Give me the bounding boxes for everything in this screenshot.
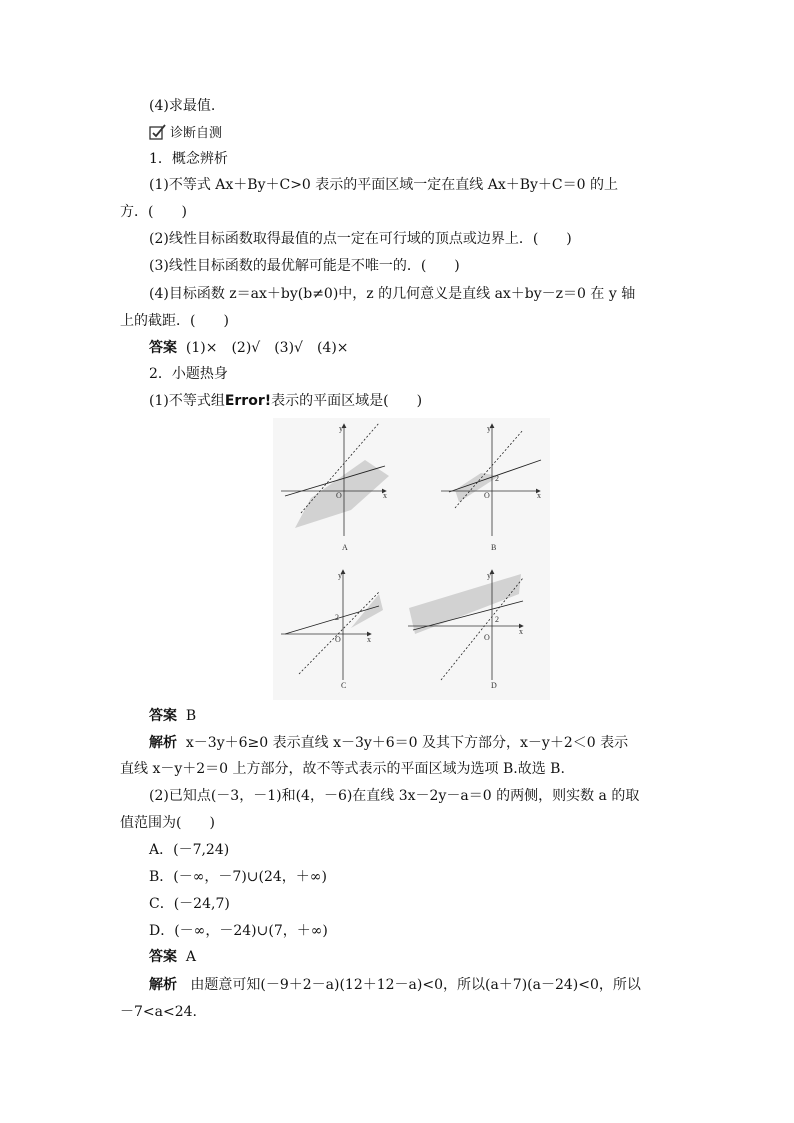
heading-concept: 1．概念辨析 <box>149 151 228 167</box>
question-2-cont: 值范围为( ) <box>120 815 215 831</box>
section-title: 诊断自测 <box>170 126 223 141</box>
statement-4: (4)目标函数 z＝ax＋by(b≠0)中，z 的几何意义是直线 ax＋by－z＝0 在 y 轴 <box>149 286 636 302</box>
panel-d <box>408 570 523 690</box>
answer-3 <box>149 947 196 967</box>
panel-d-y-label: y <box>487 571 491 580</box>
heading-warmup: 2．小题热身 <box>149 366 228 382</box>
answer-label: 答案 <box>149 340 177 356</box>
checkbox-check-icon <box>149 124 167 146</box>
panel-d-origin: O <box>484 633 490 642</box>
panel-b-x-label: x <box>537 491 541 500</box>
question-1-pre: (1)不等式组 <box>149 393 225 409</box>
panel-c <box>281 570 383 690</box>
panel-c-caption: C <box>341 681 347 690</box>
question-1-post: 表示的平面区域是( ) <box>271 393 423 409</box>
explanation-1-cont: 直线 x－y＋2＝0 上方部分，故不等式表示的平面区域为选项 B.故选 B. <box>120 761 565 777</box>
error-field: Error! <box>224 393 272 409</box>
statement-4-cont: 上的截距．( ) <box>120 313 229 329</box>
panel-d-x-label: x <box>519 627 523 636</box>
option-c: C．(－24,7) <box>149 896 230 912</box>
answer-2 <box>149 706 196 726</box>
explanation-label: 解析 <box>149 977 177 993</box>
answer-text: (1)× (2)√ (3)√ (4)× <box>185 340 349 356</box>
answer-text: B <box>185 708 197 724</box>
panel-d-intercept: 2 <box>495 615 499 624</box>
explanation-2 <box>149 975 641 995</box>
answer-1 <box>149 338 349 358</box>
panel-a-caption: A <box>342 543 348 552</box>
statement-3: (3)线性目标函数的最优解可能是不唯一的．( ) <box>149 258 460 274</box>
statement-1-cont: 方．( ) <box>120 204 187 220</box>
explanation-text: x－3y＋6≥0 表示直线 x－3y＋6＝0 及其下方部分，x－y＋2＜0 表示 <box>185 735 629 751</box>
panel-c-origin: O <box>335 635 341 644</box>
option-b: B．(－∞，－7)∪(24，＋∞) <box>149 869 327 885</box>
explanation-label: 解析 <box>149 735 177 751</box>
panel-b-caption: B <box>491 543 497 552</box>
panel-c-x-label: x <box>367 635 371 644</box>
panel-a-x-label: x <box>383 491 387 500</box>
answer-label: 答案 <box>149 708 177 724</box>
panel-b-y-label: y <box>487 424 491 433</box>
answer-text: A <box>185 949 197 965</box>
question-2: (2)已知点(－3，－1)和(4，－6)在直线 3x－2y－a＝0 的两侧，则实数 a 的取 <box>149 788 640 804</box>
answer-label: 答案 <box>149 949 177 965</box>
statement-1: (1)不等式 Ax＋By＋C>0 表示的平面区域一定在直线 Ax＋By＋C＝0 的上 <box>149 177 619 193</box>
explanation-text: 由题意可知(－9＋2－a)(12＋12－a)<0，所以(a＋7)(a－24)<0，所以 <box>190 977 641 993</box>
section-header <box>149 123 222 146</box>
panel-b <box>441 424 541 552</box>
explanation-2-cont: －7<a<24. <box>120 1004 197 1020</box>
panel-b-intercept: 2 <box>495 474 499 483</box>
panel-c-y-label: y <box>338 571 342 580</box>
panel-a-y-label: y <box>339 424 343 433</box>
inequality-region-figure <box>273 418 550 700</box>
question-1 <box>149 391 422 411</box>
option-a: A．(－7,24) <box>149 842 230 858</box>
step-4-text: (4)求最值. <box>149 98 216 114</box>
panel-a <box>281 423 389 552</box>
option-d: D．(－∞，－24)∪(7，＋∞) <box>149 923 328 939</box>
panel-a-origin: O <box>336 491 342 500</box>
panel-d-caption: D <box>491 681 497 690</box>
panel-c-intercept: 2 <box>335 613 339 622</box>
statement-2: (2)线性目标函数取得最值的点一定在可行域的顶点或边界上．( ) <box>149 231 572 247</box>
panel-b-origin: O <box>484 491 490 500</box>
explanation-1 <box>149 733 628 753</box>
